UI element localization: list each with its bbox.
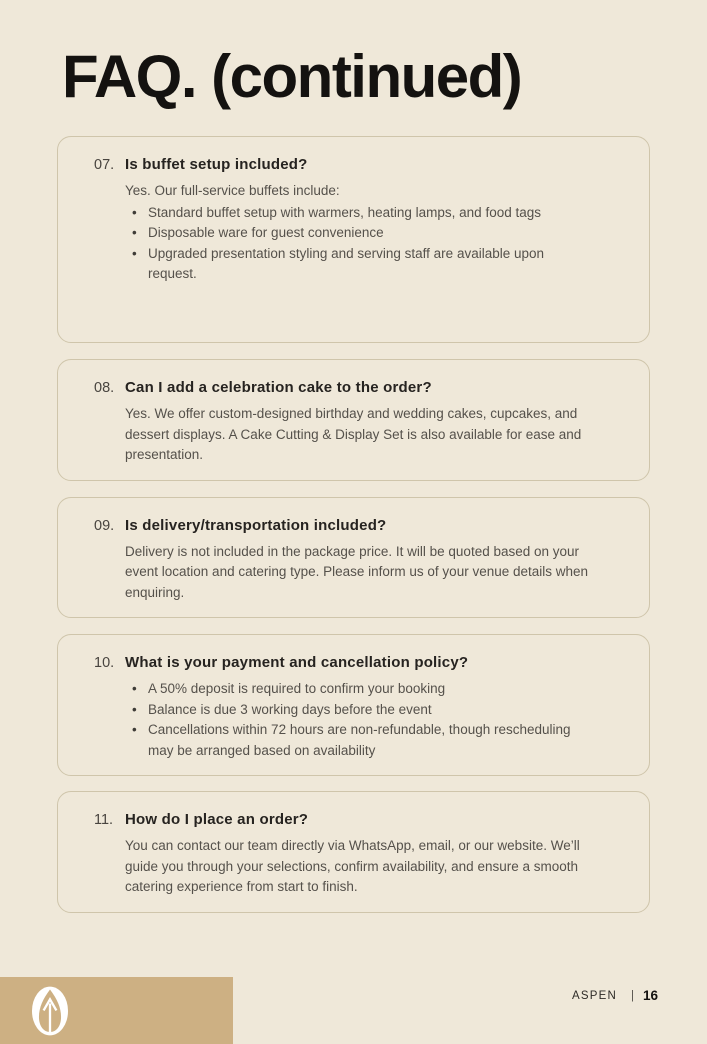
footer-separator: |: [630, 989, 634, 1002]
faq-header: [94, 811, 619, 828]
faq-number: 08.: [94, 380, 115, 396]
page-footer: [0, 977, 707, 1044]
faq-bullet-list: [125, 679, 615, 761]
brand-name: ASPEN: [571, 989, 617, 1002]
faq-bullet-item: • Cancellations within 72 hours are non-refundable, though rescheduling may be arranged based on availability: [125, 720, 595, 761]
faq-list: [57, 136, 650, 913]
aspen-leaf-logo: [31, 986, 69, 1036]
faq-body: [125, 404, 615, 466]
faq-answer: Yes. We offer custom-designed birthday and wedding cakes, cupcakes, and dessert displays. A Cake Cutting & Display Set is also available for ease and presentation.: [125, 406, 582, 462]
page-number: 16: [642, 988, 658, 1003]
faq-bullet-item: • Upgraded presentation styling and serving staff are available upon request.: [125, 244, 595, 285]
faq-bullet-item: • Standard buffet setup with warmers, heating lamps, and food tags: [125, 203, 595, 224]
faq-intro: Yes. Our full-service buffets include:: [125, 183, 340, 198]
faq-bullet-list: [125, 203, 615, 285]
faq-number: 09.: [94, 517, 115, 534]
faq-question: How do I place an order?: [125, 811, 309, 828]
faq-question: Is buffet setup included?: [125, 156, 308, 173]
page-meta: [572, 988, 658, 1003]
faq-number: 07.: [94, 157, 115, 173]
faq-question: Is delivery/transportation included?: [125, 516, 387, 534]
faq-bullet-item: • A 50% deposit is required to confirm your booking: [125, 679, 595, 700]
faq-header: [94, 156, 619, 173]
faq-bullet-item: • Balance is due 3 working days before the event: [125, 700, 595, 721]
faq-body: [125, 542, 615, 604]
faq-header: [94, 379, 619, 396]
faq-card: [57, 634, 650, 776]
faq-body: [125, 836, 615, 898]
faq-body: [125, 679, 615, 761]
faq-bullet-item: • Disposable ware for guest convenience: [125, 223, 595, 244]
faq-card: [57, 136, 650, 343]
faq-answer: You can contact our team directly via WhatsApp, email, or our website. We’ll guide you through your selections, confirm availability, and ensure a smooth catering experience from start to finish.: [125, 838, 580, 894]
faq-answer: Delivery is not included in the package price. It will be quoted based on your event location and catering type. Please inform us of your venue details when enquiring.: [125, 543, 589, 600]
faq-card: [57, 359, 650, 481]
faq-card: [57, 497, 650, 619]
page-title: FAQ. (continued): [62, 43, 522, 110]
faq-header: [94, 517, 619, 534]
faq-number: 10.: [94, 655, 115, 671]
faq-question: Can I add a celebration cake to the order?: [125, 379, 432, 396]
faq-body: [125, 181, 615, 285]
faq-question: What is your payment and cancellation policy?: [125, 654, 469, 671]
brand-logo-block: [0, 977, 233, 1044]
faq-header: [94, 654, 619, 671]
faq-number: 11.: [94, 812, 114, 828]
faq-card: [57, 791, 650, 913]
